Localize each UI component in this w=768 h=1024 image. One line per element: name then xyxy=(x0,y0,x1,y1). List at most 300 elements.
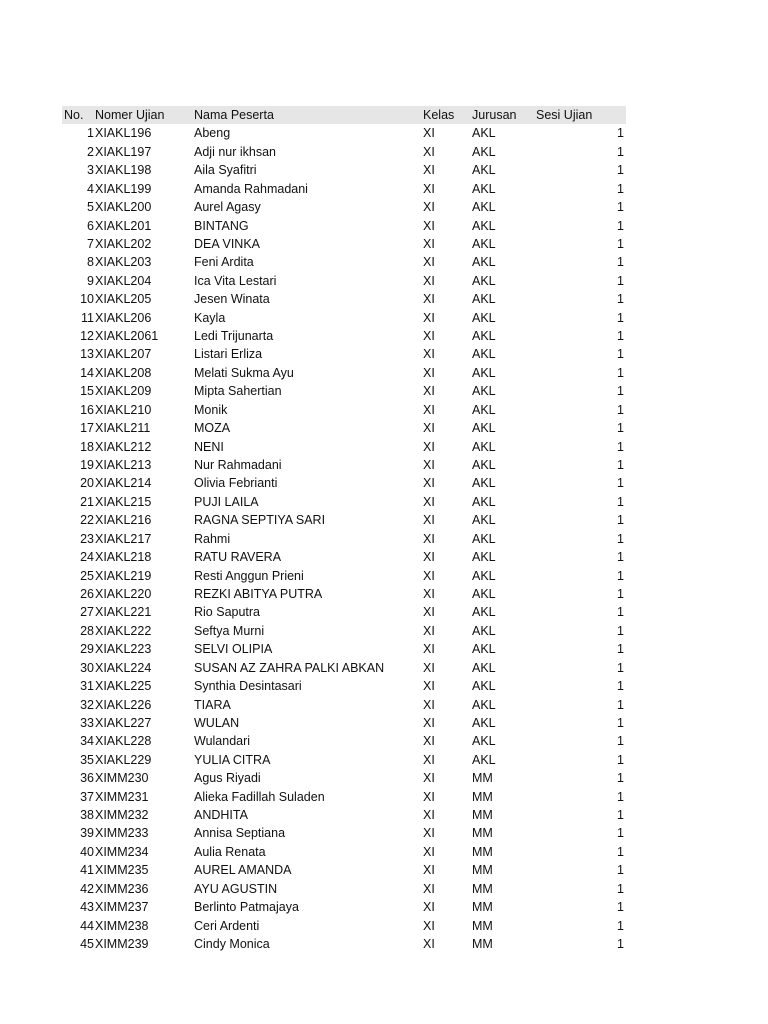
nomer-ujian-cell: XIAKL199 xyxy=(95,181,152,196)
table-body xyxy=(62,124,626,953)
kelas-cell: XI xyxy=(423,531,435,546)
sesi-ujian-cell: 1 xyxy=(617,715,624,730)
nomer-ujian-cell: XIMM232 xyxy=(95,808,149,823)
nomer-ujian-cell: XIAKL223 xyxy=(95,642,152,657)
nama-peserta-cell: Alieka Fadillah Suladen xyxy=(194,789,325,804)
jurusan-cell: AKL xyxy=(472,384,496,399)
kelas-cell: XI xyxy=(423,347,435,362)
sesi-ujian-cell: 1 xyxy=(617,550,624,565)
kelas-cell: XI xyxy=(423,236,435,251)
kelas-cell: XI xyxy=(423,715,435,730)
nama-peserta-cell: RAGNA SEPTIYA SARI xyxy=(194,513,326,528)
kelas-cell: XI xyxy=(423,863,435,878)
kelas-cell: XI xyxy=(423,163,435,178)
nama-peserta-cell: Nur Rahmadani xyxy=(194,458,282,473)
kelas-cell: XI xyxy=(423,384,435,399)
nama-peserta-cell: Ledi Trijunarta xyxy=(194,329,274,344)
kelas-cell: XI xyxy=(423,881,435,896)
kelas-cell: XI xyxy=(423,789,435,804)
table-row xyxy=(62,788,626,806)
table-row xyxy=(62,290,626,308)
nomer-ujian-cell: XIAKL211 xyxy=(95,421,151,436)
nama-peserta-cell: TIARA xyxy=(194,697,231,712)
jurusan-cell: AKL xyxy=(472,365,496,380)
sesi-ujian-cell: 1 xyxy=(617,439,624,454)
row-number: 36 xyxy=(80,771,94,786)
table-row xyxy=(62,880,626,898)
jurusan-cell: AKL xyxy=(472,605,496,620)
nomer-ujian-cell: XIAKL217 xyxy=(95,531,152,546)
table-row xyxy=(62,309,626,327)
nama-peserta-cell: BINTANG xyxy=(194,218,249,233)
jurusan-cell: MM xyxy=(472,808,493,823)
kelas-cell: XI xyxy=(423,421,435,436)
nomer-ujian-cell: XIAKL204 xyxy=(95,273,152,288)
nomer-ujian-cell: XIAKL212 xyxy=(95,439,152,454)
jurusan-cell: MM xyxy=(472,863,493,878)
kelas-cell: XI xyxy=(423,292,435,307)
row-number: 9 xyxy=(87,273,94,288)
row-number: 40 xyxy=(80,844,94,859)
sesi-ujian-cell: 1 xyxy=(617,181,624,196)
jurusan-cell: AKL xyxy=(472,200,496,215)
nomer-ujian-cell: XIAKL213 xyxy=(95,458,152,473)
nomer-ujian-cell: XIMM238 xyxy=(95,918,149,933)
nomer-ujian-cell: XIAKL206 xyxy=(95,310,152,325)
row-number: 4 xyxy=(87,181,94,196)
kelas-cell: XI xyxy=(423,808,435,823)
sesi-ujian-cell: 1 xyxy=(617,844,624,859)
row-number: 11 xyxy=(81,310,94,325)
nama-peserta-cell: Wulandari xyxy=(194,734,251,749)
table-row xyxy=(62,143,626,161)
nomer-ujian-cell: XIAKL215 xyxy=(95,494,152,509)
kelas-cell: XI xyxy=(423,900,435,915)
nama-peserta-cell: Abeng xyxy=(194,126,231,141)
sesi-ujian-cell: 1 xyxy=(617,789,624,804)
nama-peserta-cell: Ceri Ardenti xyxy=(194,918,260,933)
nomer-ujian-cell: XIAKL196 xyxy=(95,126,152,141)
header-nama-peserta: Nama Peserta xyxy=(194,108,274,122)
table-row xyxy=(62,419,626,437)
nomer-ujian-cell: XIMM236 xyxy=(95,881,149,896)
nama-peserta-cell: Resti Anggun Prieni xyxy=(194,568,304,583)
jurusan-cell: AKL xyxy=(472,236,496,251)
table-row xyxy=(62,824,626,842)
jurusan-cell: AKL xyxy=(472,623,496,638)
kelas-cell: XI xyxy=(423,181,435,196)
jurusan-cell: AKL xyxy=(472,255,496,270)
kelas-cell: XI xyxy=(423,623,435,638)
sesi-ujian-cell: 1 xyxy=(617,255,624,270)
sesi-ujian-cell: 1 xyxy=(617,126,624,141)
table-row xyxy=(62,806,626,824)
row-number: 27 xyxy=(80,605,94,620)
sesi-ujian-cell: 1 xyxy=(617,881,624,896)
jurusan-cell: AKL xyxy=(472,402,496,417)
row-number: 13 xyxy=(80,347,94,362)
sesi-ujian-cell: 1 xyxy=(617,476,624,491)
header-jurusan: Jurusan xyxy=(472,108,517,122)
nama-peserta-cell: AUREL AMANDA xyxy=(194,863,292,878)
kelas-cell: XI xyxy=(423,752,435,767)
nama-peserta-cell: NENI xyxy=(194,439,224,454)
header-nomer-ujian: Nomer Ujian xyxy=(95,108,165,122)
nomer-ujian-cell: XIAKL224 xyxy=(95,660,152,675)
jurusan-cell: AKL xyxy=(472,458,496,473)
nomer-ujian-cell: XIAKL207 xyxy=(95,347,152,362)
nama-peserta-cell: Ica Vita Lestari xyxy=(194,273,277,288)
nomer-ujian-cell: XIAKL219 xyxy=(95,568,152,583)
jurusan-cell: MM xyxy=(472,844,493,859)
nama-peserta-cell: Berlinto Patmajaya xyxy=(194,900,299,915)
sesi-ujian-cell: 1 xyxy=(617,936,624,951)
table-row xyxy=(62,567,626,585)
header-kelas: Kelas xyxy=(423,108,455,122)
row-number: 6 xyxy=(87,218,94,233)
jurusan-cell: MM xyxy=(472,826,493,841)
table-row xyxy=(62,382,626,400)
jurusan-cell: AKL xyxy=(472,163,496,178)
kelas-cell: XI xyxy=(423,310,435,325)
kelas-cell: XI xyxy=(423,771,435,786)
row-number: 10 xyxy=(80,292,94,307)
nomer-ujian-cell: XIAKL203 xyxy=(95,255,152,270)
row-number: 1 xyxy=(87,126,94,141)
nama-peserta-cell: SELVI OLIPIA xyxy=(194,642,273,657)
sesi-ujian-cell: 1 xyxy=(617,863,624,878)
sesi-ujian-cell: 1 xyxy=(617,918,624,933)
nomer-ujian-cell: XIMM231 xyxy=(95,789,149,804)
table-row xyxy=(62,217,626,235)
kelas-cell: XI xyxy=(423,255,435,270)
jurusan-cell: MM xyxy=(472,789,493,804)
row-number: 18 xyxy=(80,439,94,454)
table-row xyxy=(62,622,626,640)
nama-peserta-cell: Olivia Febrianti xyxy=(194,476,278,491)
row-number: 41 xyxy=(80,863,94,878)
nama-peserta-cell: AYU AGUSTIN xyxy=(194,881,278,896)
nomer-ujian-cell: XIAKL225 xyxy=(95,679,152,694)
header-no: No. xyxy=(64,108,84,122)
row-number: 44 xyxy=(80,918,94,933)
row-number: 17 xyxy=(80,421,94,436)
jurusan-cell: AKL xyxy=(472,531,496,546)
row-number: 3 xyxy=(87,163,94,178)
table-row xyxy=(62,751,626,769)
nomer-ujian-cell: XIAKL228 xyxy=(95,734,152,749)
nomer-ujian-cell: XIMM233 xyxy=(95,826,149,841)
table-row xyxy=(62,493,626,511)
jurusan-cell: AKL xyxy=(472,752,496,767)
sesi-ujian-cell: 1 xyxy=(617,586,624,601)
kelas-cell: XI xyxy=(423,365,435,380)
participant-table xyxy=(62,106,626,953)
row-number: 28 xyxy=(80,623,94,638)
nama-peserta-cell: Synthia Desintasari xyxy=(194,679,302,694)
kelas-cell: XI xyxy=(423,734,435,749)
kelas-cell: XI xyxy=(423,126,435,141)
kelas-cell: XI xyxy=(423,586,435,601)
kelas-cell: XI xyxy=(423,273,435,288)
row-number: 21 xyxy=(80,494,94,509)
sesi-ujian-cell: 1 xyxy=(617,310,624,325)
kelas-cell: XI xyxy=(423,844,435,859)
sesi-ujian-cell: 1 xyxy=(617,494,624,509)
table-row xyxy=(62,401,626,419)
sesi-ujian-cell: 1 xyxy=(617,421,624,436)
nama-peserta-cell: Aila Syafitri xyxy=(194,163,257,178)
nama-peserta-cell: DEA VINKA xyxy=(194,236,260,251)
sesi-ujian-cell: 1 xyxy=(617,365,624,380)
nama-peserta-cell: YULIA CITRA xyxy=(194,752,271,767)
table-row xyxy=(62,843,626,861)
row-number: 37 xyxy=(80,789,94,804)
jurusan-cell: AKL xyxy=(472,494,496,509)
kelas-cell: XI xyxy=(423,439,435,454)
table-row xyxy=(62,732,626,750)
row-number: 30 xyxy=(80,660,94,675)
sesi-ujian-cell: 1 xyxy=(617,384,624,399)
table-row xyxy=(62,659,626,677)
sesi-ujian-cell: 1 xyxy=(617,329,624,344)
jurusan-cell: AKL xyxy=(472,329,496,344)
sesi-ujian-cell: 1 xyxy=(617,808,624,823)
sesi-ujian-cell: 1 xyxy=(617,292,624,307)
kelas-cell: XI xyxy=(423,144,435,159)
table-row xyxy=(62,456,626,474)
table-header-row xyxy=(62,106,626,124)
sesi-ujian-cell: 1 xyxy=(617,531,624,546)
nomer-ujian-cell: XIAKL218 xyxy=(95,550,152,565)
row-number: 29 xyxy=(80,642,94,657)
nomer-ujian-cell: XIAKL210 xyxy=(95,402,152,417)
nomer-ujian-cell: XIAKL200 xyxy=(95,200,152,215)
row-number: 7 xyxy=(87,236,94,251)
row-number: 38 xyxy=(80,808,94,823)
row-number: 12 xyxy=(80,329,94,344)
nama-peserta-cell: Rio Saputra xyxy=(194,605,261,620)
sesi-ujian-cell: 1 xyxy=(617,347,624,362)
row-number: 34 xyxy=(80,734,94,749)
kelas-cell: XI xyxy=(423,918,435,933)
jurusan-cell: AKL xyxy=(472,568,496,583)
nama-peserta-cell: Adji nur ikhsan xyxy=(194,144,276,159)
nomer-ujian-cell: XIAKL229 xyxy=(95,752,152,767)
jurusan-cell: MM xyxy=(472,900,493,915)
sesi-ujian-cell: 1 xyxy=(617,697,624,712)
row-number: 5 xyxy=(87,200,94,215)
table-row xyxy=(62,769,626,787)
nomer-ujian-cell: XIAKL227 xyxy=(95,715,152,730)
jurusan-cell: AKL xyxy=(472,292,496,307)
nama-peserta-cell: Kayla xyxy=(194,310,226,325)
nama-peserta-cell: Monik xyxy=(194,402,228,417)
nama-peserta-cell: Mipta Sahertian xyxy=(194,384,282,399)
table-row xyxy=(62,438,626,456)
table-row xyxy=(62,677,626,695)
row-number: 15 xyxy=(80,384,94,399)
table-row xyxy=(62,917,626,935)
sesi-ujian-cell: 1 xyxy=(617,513,624,528)
table-row xyxy=(62,180,626,198)
jurusan-cell: AKL xyxy=(472,144,496,159)
jurusan-cell: AKL xyxy=(472,513,496,528)
row-number: 22 xyxy=(80,513,94,528)
nama-peserta-cell: Melati Sukma Ayu xyxy=(194,365,294,380)
header-sesi-ujian: Sesi Ujian xyxy=(536,108,593,122)
nama-peserta-cell: Rahmi xyxy=(194,531,231,546)
sesi-ujian-cell: 1 xyxy=(617,642,624,657)
row-number: 8 xyxy=(87,255,94,270)
jurusan-cell: AKL xyxy=(472,181,496,196)
nama-peserta-cell: RATU RAVERA xyxy=(194,550,282,565)
kelas-cell: XI xyxy=(423,218,435,233)
sesi-ujian-cell: 1 xyxy=(617,458,624,473)
nama-peserta-cell: Aurel Agasy xyxy=(194,200,261,215)
table-row xyxy=(62,198,626,216)
table-row xyxy=(62,640,626,658)
nama-peserta-cell: Listari Erliza xyxy=(194,347,263,362)
nomer-ujian-cell: XIAKL202 xyxy=(95,236,152,251)
sesi-ujian-cell: 1 xyxy=(617,200,624,215)
sesi-ujian-cell: 1 xyxy=(617,144,624,159)
table-row xyxy=(62,511,626,529)
nomer-ujian-cell: XIAKL201 xyxy=(95,218,152,233)
table-row xyxy=(62,530,626,548)
nomer-ujian-cell: XIAKL221 xyxy=(95,605,152,620)
nomer-ujian-cell: XIAKL214 xyxy=(95,476,152,491)
table-row xyxy=(62,861,626,879)
nomer-ujian-cell: XIMM235 xyxy=(95,863,149,878)
nama-peserta-cell: REZKI ABITYA PUTRA xyxy=(194,586,323,601)
jurusan-cell: AKL xyxy=(472,126,496,141)
sesi-ujian-cell: 1 xyxy=(617,273,624,288)
nomer-ujian-cell: XIMM237 xyxy=(95,900,149,915)
kelas-cell: XI xyxy=(423,513,435,528)
sesi-ujian-cell: 1 xyxy=(617,826,624,841)
kelas-cell: XI xyxy=(423,494,435,509)
jurusan-cell: AKL xyxy=(472,439,496,454)
row-number: 25 xyxy=(80,568,94,583)
row-number: 14 xyxy=(80,365,94,380)
row-number: 45 xyxy=(80,936,94,951)
jurusan-cell: MM xyxy=(472,918,493,933)
nomer-ujian-cell: XIAKL198 xyxy=(95,163,152,178)
nama-peserta-cell: Cindy Monica xyxy=(194,936,270,951)
table-row xyxy=(62,935,626,953)
nama-peserta-cell: Amanda Rahmadani xyxy=(194,181,308,196)
jurusan-cell: AKL xyxy=(472,679,496,694)
table-row xyxy=(62,585,626,603)
nama-peserta-cell: Agus Riyadi xyxy=(194,771,261,786)
table-row xyxy=(62,364,626,382)
row-number: 24 xyxy=(80,550,94,565)
kelas-cell: XI xyxy=(423,936,435,951)
table-row xyxy=(62,253,626,271)
kelas-cell: XI xyxy=(423,568,435,583)
sesi-ujian-cell: 1 xyxy=(617,771,624,786)
nama-peserta-cell: Annisa Septiana xyxy=(194,826,286,841)
nomer-ujian-cell: XIAKL226 xyxy=(95,697,152,712)
sesi-ujian-cell: 1 xyxy=(617,660,624,675)
nama-peserta-cell: WULAN xyxy=(194,715,240,730)
kelas-cell: XI xyxy=(423,402,435,417)
row-number: 23 xyxy=(80,531,94,546)
kelas-cell: XI xyxy=(423,605,435,620)
sesi-ujian-cell: 1 xyxy=(617,623,624,638)
jurusan-cell: AKL xyxy=(472,642,496,657)
kelas-cell: XI xyxy=(423,329,435,344)
row-number: 42 xyxy=(80,881,94,896)
jurusan-cell: AKL xyxy=(472,476,496,491)
nomer-ujian-cell: XIMM234 xyxy=(95,844,149,859)
jurusan-cell: AKL xyxy=(472,218,496,233)
kelas-cell: XI xyxy=(423,697,435,712)
jurusan-cell: MM xyxy=(472,936,493,951)
jurusan-cell: AKL xyxy=(472,421,496,436)
sesi-ujian-cell: 1 xyxy=(617,236,624,251)
table-row xyxy=(62,124,626,142)
row-number: 33 xyxy=(80,715,94,730)
nomer-ujian-cell: XIAKL197 xyxy=(95,144,152,159)
table-row xyxy=(62,161,626,179)
sesi-ujian-cell: 1 xyxy=(617,163,624,178)
nomer-ujian-cell: XIAKL209 xyxy=(95,384,152,399)
row-number: 16 xyxy=(80,402,94,417)
nomer-ujian-cell: XIAKL2061 xyxy=(95,329,159,344)
jurusan-cell: AKL xyxy=(472,734,496,749)
table-row xyxy=(62,272,626,290)
nama-peserta-cell: Seftya Murni xyxy=(194,623,265,638)
row-number: 32 xyxy=(80,697,94,712)
nomer-ujian-cell: XIAKL220 xyxy=(95,586,152,601)
row-number: 43 xyxy=(80,900,94,915)
jurusan-cell: AKL xyxy=(472,697,496,712)
sesi-ujian-cell: 1 xyxy=(617,402,624,417)
jurusan-cell: AKL xyxy=(472,715,496,730)
nama-peserta-cell: Feni Ardita xyxy=(194,255,254,270)
row-number: 20 xyxy=(80,476,94,491)
nomer-ujian-cell: XIAKL216 xyxy=(95,513,152,528)
table-row xyxy=(62,327,626,345)
jurusan-cell: MM xyxy=(472,881,493,896)
nama-peserta-cell: ANDHITA xyxy=(194,808,248,823)
sesi-ujian-cell: 1 xyxy=(617,900,624,915)
kelas-cell: XI xyxy=(423,458,435,473)
table-row xyxy=(62,345,626,363)
table-row xyxy=(62,603,626,621)
table-row xyxy=(62,714,626,732)
nomer-ujian-cell: XIAKL208 xyxy=(95,365,152,380)
jurusan-cell: AKL xyxy=(472,550,496,565)
jurusan-cell: AKL xyxy=(472,347,496,362)
kelas-cell: XI xyxy=(423,826,435,841)
nomer-ujian-cell: XIAKL205 xyxy=(95,292,152,307)
row-number: 26 xyxy=(80,586,94,601)
sesi-ujian-cell: 1 xyxy=(617,218,624,233)
nomer-ujian-cell: XIMM239 xyxy=(95,936,149,951)
table-row xyxy=(62,474,626,492)
jurusan-cell: AKL xyxy=(472,660,496,675)
table-row xyxy=(62,696,626,714)
row-number: 19 xyxy=(80,458,94,473)
kelas-cell: XI xyxy=(423,200,435,215)
kelas-cell: XI xyxy=(423,550,435,565)
table-row xyxy=(62,235,626,253)
nama-peserta-cell: SUSAN AZ ZAHRA PALKI ABKAN xyxy=(194,660,385,675)
row-number: 35 xyxy=(80,752,94,767)
